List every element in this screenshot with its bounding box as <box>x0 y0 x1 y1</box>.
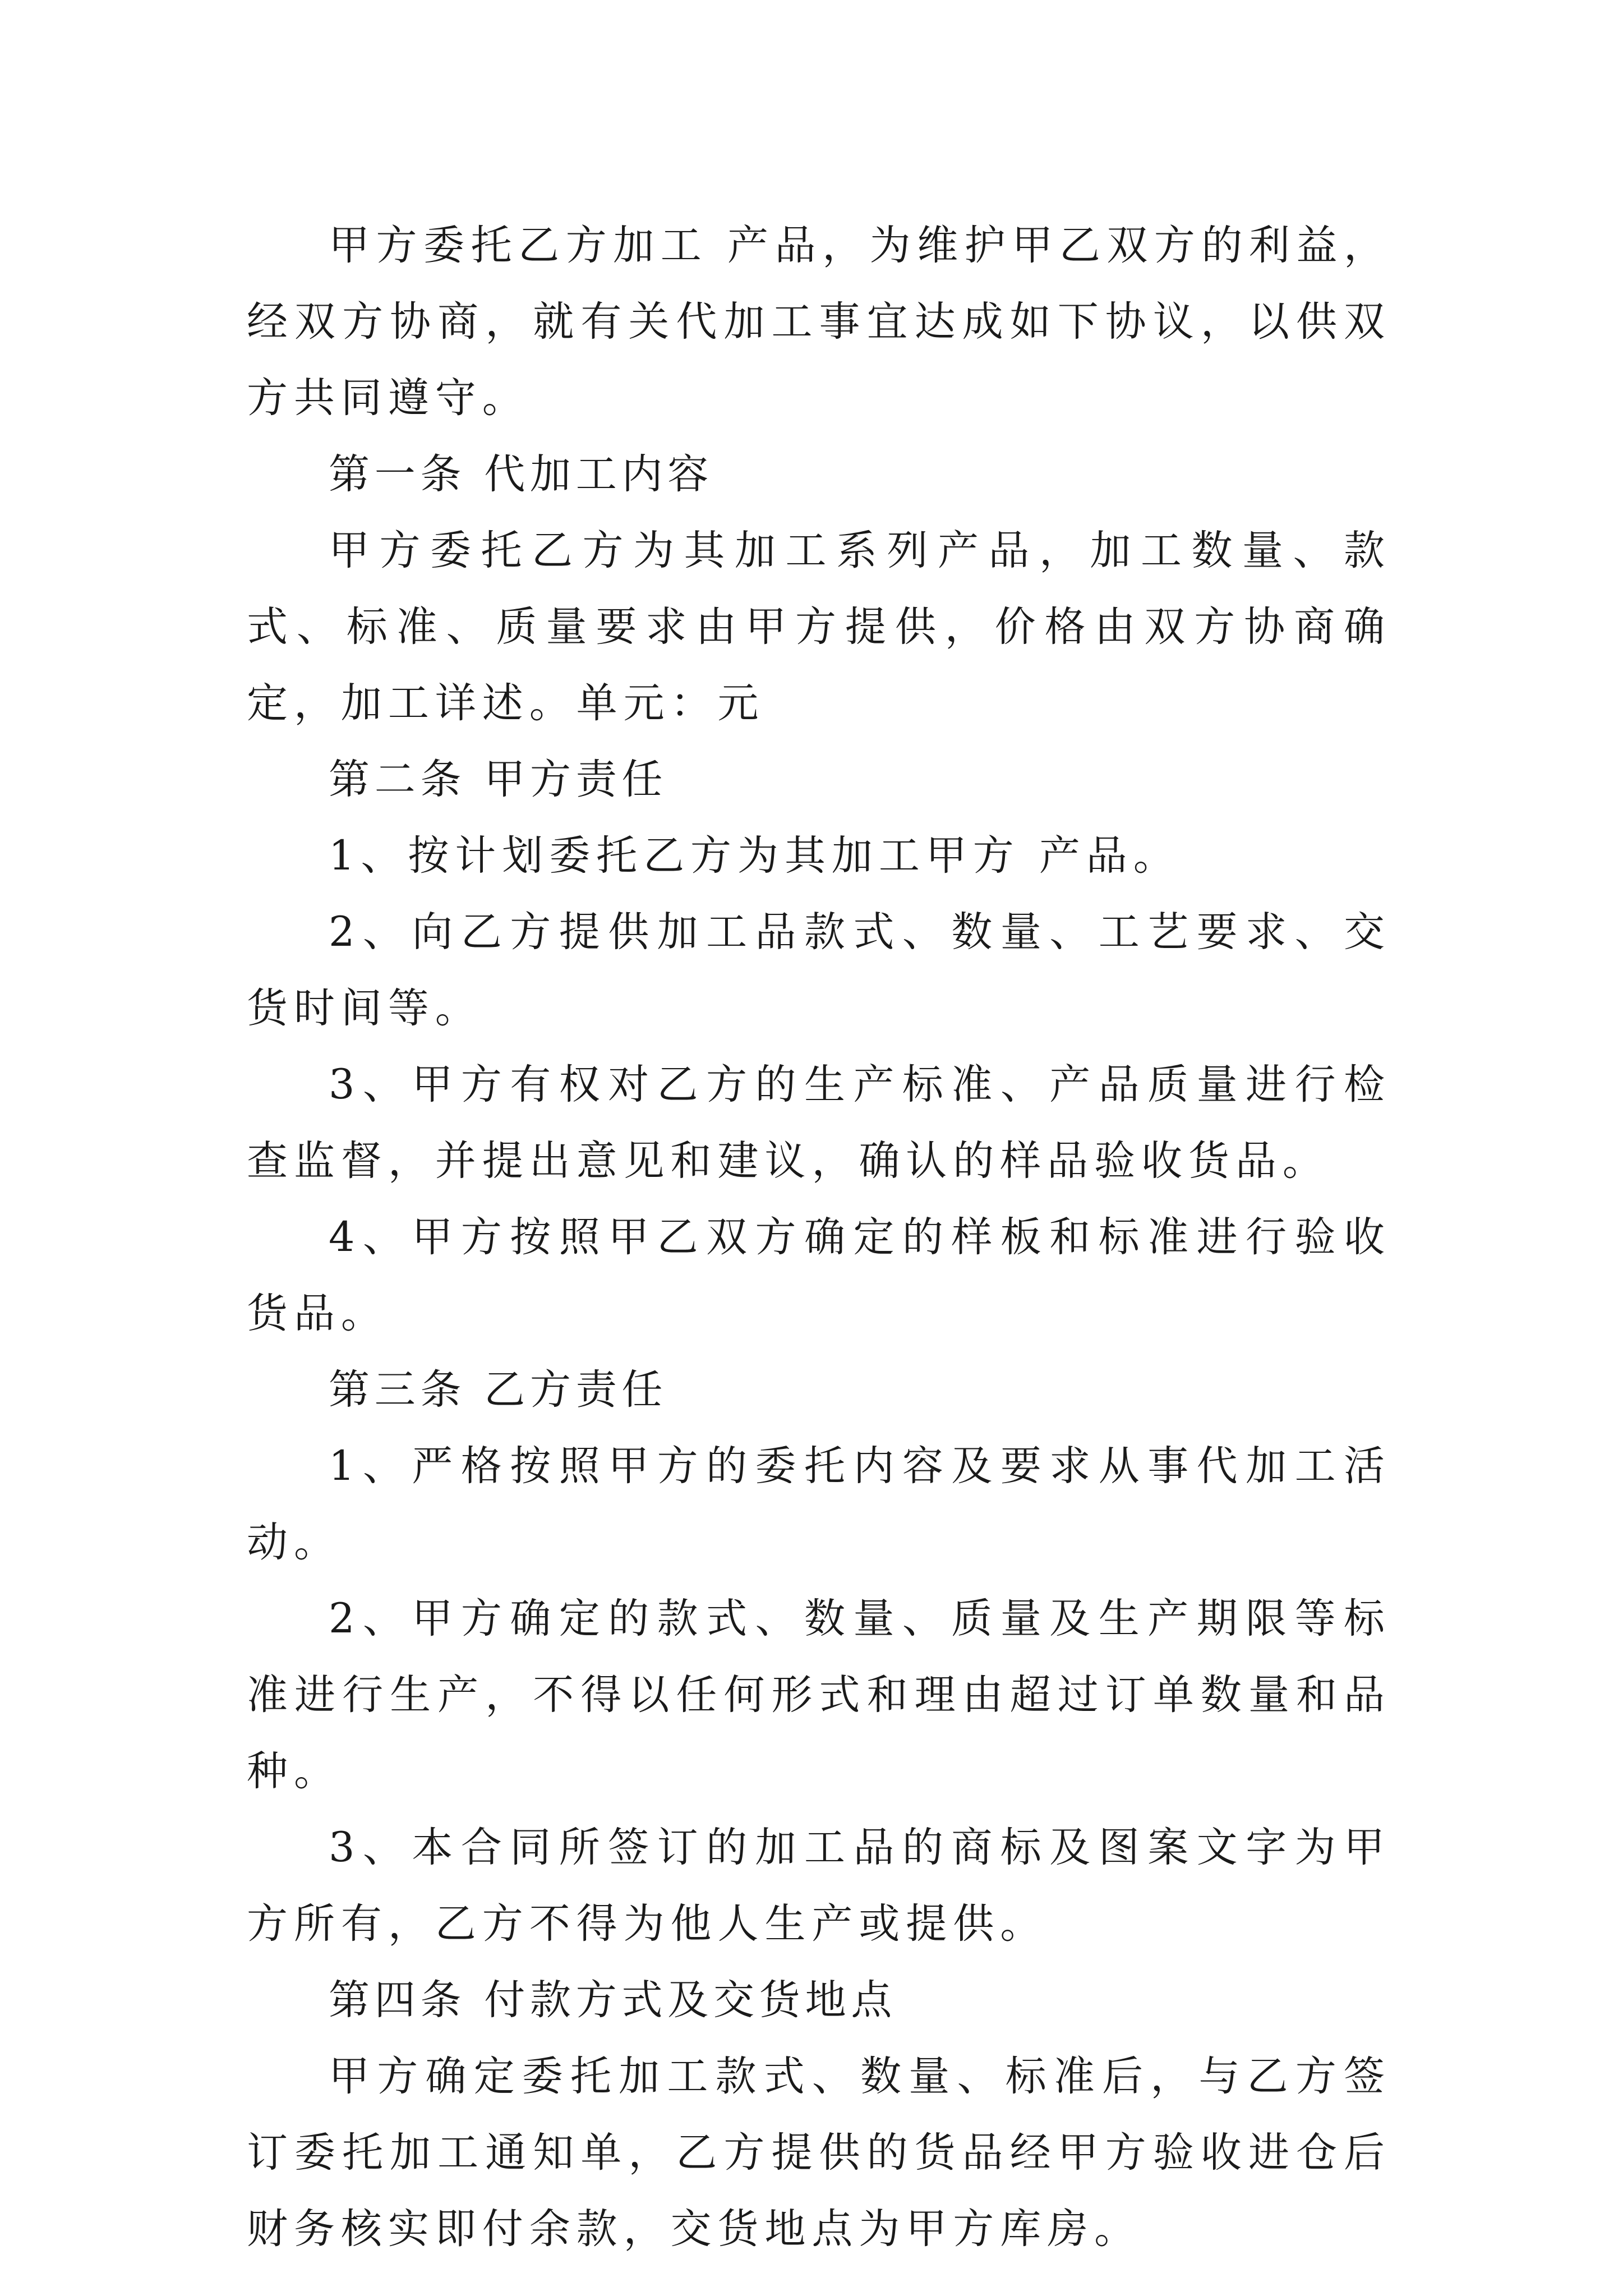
article-3-item-2: 2、甲方确定的款式、数量、质量及生产期限等标准进行生产，不得以任何形式和理由超过订单数量和品种。 <box>247 1595 1391 1795</box>
document-body <box>247 208 1391 2267</box>
article-4-heading: 第四条 付款方式及交货地点 <box>329 1976 897 2024</box>
article-3-item-3: 3、本合同所签订的加工品的商标及图案文字为甲方所有，乙方不得为他人生产或提供。 <box>247 1824 1391 1948</box>
article-2-item-4: 4、甲方按照甲乙双方确定的样板和标准进行验收货品。 <box>247 1213 1391 1337</box>
article-2-item-1: 1、按计划委托乙方为其加工甲方 产品。 <box>329 832 1181 880</box>
article-1-heading: 第一条 代加工内容 <box>329 450 714 498</box>
paragraph-intro: 甲方委托乙方加工 产品，为维护甲乙双方的利益，经双方协商，就有关代加工事宜达成如下协议，以供双方共同遵守。 <box>247 222 1391 422</box>
article-3-item-1: 1、严格按照甲方的委托内容及要求从事代加工活动。 <box>247 1442 1391 1566</box>
article-3-heading: 第三条 乙方责任 <box>329 1366 668 1414</box>
article-2-heading: 第二条 甲方责任 <box>329 756 668 803</box>
article-1-body: 甲方委托乙方为其加工系列产品，加工数量、款式、标准、质量要求由甲方提供，价格由双方协商确定，加工详述。单元：元 <box>247 527 1391 727</box>
article-4-body: 甲方确定委托加工款式、数量、标准后，与乙方签订委托加工通知单，乙方提供的货品经甲方验收进仓后财务核实即付余款，交货地点为甲方库房。 <box>247 2053 1391 2253</box>
article-2-item-2: 2、向乙方提供加工品款式、数量、工艺要求、交货时间等。 <box>247 908 1391 1032</box>
article-2-item-3: 3、甲方有权对乙方的生产标准、产品质量进行检查监督，并提出意见和建议，确认的样品验收货品。 <box>247 1061 1391 1185</box>
